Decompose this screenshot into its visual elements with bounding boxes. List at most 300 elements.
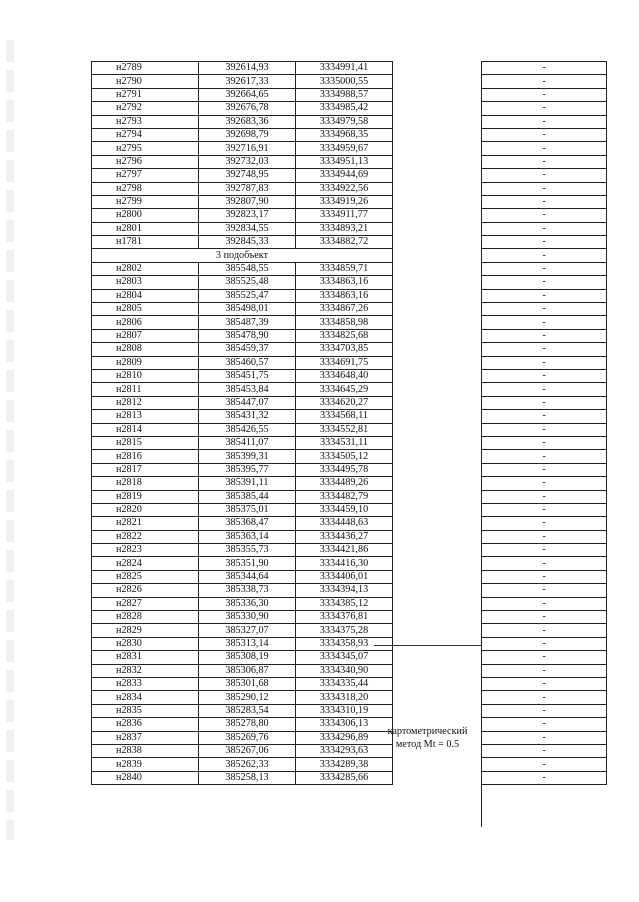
point-id-cell: н2839 bbox=[92, 758, 199, 771]
table-row bbox=[92, 383, 393, 396]
table-row bbox=[92, 369, 393, 382]
accuracy-dash-cell: - bbox=[482, 236, 607, 249]
accuracy-row bbox=[482, 691, 607, 704]
accuracy-dash-cell: - bbox=[482, 517, 607, 530]
point-id-cell: н1781 bbox=[92, 236, 199, 249]
accuracy-row bbox=[482, 664, 607, 677]
accuracy-dash-cell: - bbox=[482, 102, 607, 115]
point-id-cell: н2823 bbox=[92, 544, 199, 557]
point-id-cell: н2817 bbox=[92, 463, 199, 476]
table-row bbox=[92, 570, 393, 583]
table-row bbox=[92, 316, 393, 329]
accuracy-row bbox=[482, 209, 607, 222]
x-coordinate-cell: 385262,33 bbox=[199, 758, 296, 771]
method-column bbox=[374, 61, 482, 827]
y-coordinate-cell: 3335000,55 bbox=[296, 75, 393, 88]
point-id-cell: н2830 bbox=[92, 637, 199, 650]
accuracy-row bbox=[482, 115, 607, 128]
accuracy-table-body bbox=[482, 62, 607, 785]
x-coordinate-cell: 385395,77 bbox=[199, 463, 296, 476]
accuracy-row bbox=[482, 490, 607, 503]
table-row bbox=[92, 128, 393, 141]
x-coordinate-cell: 385283,54 bbox=[199, 704, 296, 717]
x-coordinate-cell: 385269,76 bbox=[199, 731, 296, 744]
y-coordinate-cell: 3334919,26 bbox=[296, 195, 393, 208]
table-row bbox=[92, 102, 393, 115]
point-id-cell: н2795 bbox=[92, 142, 199, 155]
accuracy-row bbox=[482, 383, 607, 396]
x-coordinate-cell: 385385,44 bbox=[199, 490, 296, 503]
y-coordinate-cell: 3334289,38 bbox=[296, 758, 393, 771]
point-id-cell: н2798 bbox=[92, 182, 199, 195]
accuracy-dash-cell: - bbox=[482, 450, 607, 463]
y-coordinate-cell: 3334922,56 bbox=[296, 182, 393, 195]
table-row bbox=[92, 611, 393, 624]
accuracy-row bbox=[482, 289, 607, 302]
coordinates-document bbox=[91, 61, 607, 829]
table-row bbox=[92, 517, 393, 530]
table-row bbox=[92, 410, 393, 423]
point-id-cell: н2810 bbox=[92, 369, 199, 382]
point-id-cell: н2805 bbox=[92, 303, 199, 316]
point-id-cell: н2802 bbox=[92, 262, 199, 275]
x-coordinate-cell: 392787,83 bbox=[199, 182, 296, 195]
accuracy-row bbox=[482, 611, 607, 624]
accuracy-dash-cell: - bbox=[482, 544, 607, 557]
table-row bbox=[92, 155, 393, 168]
accuracy-dash-cell: - bbox=[482, 356, 607, 369]
y-coordinate-cell: 3334911,77 bbox=[296, 209, 393, 222]
accuracy-dash-cell: - bbox=[482, 771, 607, 784]
table-row bbox=[92, 490, 393, 503]
x-coordinate-cell: 385327,07 bbox=[199, 624, 296, 637]
x-coordinate-cell: 385338,73 bbox=[199, 584, 296, 597]
point-id-cell: н2822 bbox=[92, 530, 199, 543]
accuracy-row bbox=[482, 423, 607, 436]
x-coordinate-cell: 385375,01 bbox=[199, 503, 296, 516]
y-coordinate-cell: 3334944,69 bbox=[296, 169, 393, 182]
accuracy-row bbox=[482, 343, 607, 356]
table-row bbox=[92, 303, 393, 316]
table-row bbox=[92, 169, 393, 182]
x-coordinate-cell: 392664,65 bbox=[199, 88, 296, 101]
x-coordinate-cell: 392614,93 bbox=[199, 62, 296, 75]
accuracy-row bbox=[482, 463, 607, 476]
accuracy-row bbox=[482, 557, 607, 570]
y-coordinate-cell: 3334505,12 bbox=[296, 450, 393, 463]
table-row bbox=[92, 182, 393, 195]
accuracy-row bbox=[482, 771, 607, 784]
table-row bbox=[92, 637, 393, 650]
point-id-cell: н2815 bbox=[92, 436, 199, 449]
table-row bbox=[92, 142, 393, 155]
x-coordinate-cell: 385330,90 bbox=[199, 611, 296, 624]
accuracy-dash-cell: - bbox=[482, 731, 607, 744]
accuracy-dash-cell: - bbox=[482, 383, 607, 396]
y-coordinate-cell: 3334703,85 bbox=[296, 343, 393, 356]
y-coordinate-cell: 3334406,01 bbox=[296, 570, 393, 583]
x-coordinate-cell: 385290,12 bbox=[199, 691, 296, 704]
x-coordinate-cell: 385278,80 bbox=[199, 718, 296, 731]
accuracy-row bbox=[482, 396, 607, 409]
point-id-cell: н2800 bbox=[92, 209, 199, 222]
accuracy-row bbox=[482, 155, 607, 168]
accuracy-dash-cell: - bbox=[482, 343, 607, 356]
accuracy-dash-cell: - bbox=[482, 557, 607, 570]
point-id-cell: н2825 bbox=[92, 570, 199, 583]
accuracy-row bbox=[482, 356, 607, 369]
y-coordinate-cell: 3334489,26 bbox=[296, 477, 393, 490]
point-id-cell: н2816 bbox=[92, 450, 199, 463]
accuracy-dash-cell: - bbox=[482, 289, 607, 302]
x-coordinate-cell: 385453,84 bbox=[199, 383, 296, 396]
y-coordinate-cell: 3334825,68 bbox=[296, 329, 393, 342]
point-id-cell: н2840 bbox=[92, 771, 199, 784]
accuracy-dash-cell: - bbox=[482, 570, 607, 583]
accuracy-row bbox=[482, 597, 607, 610]
table-row bbox=[92, 771, 393, 784]
table-row bbox=[92, 450, 393, 463]
point-id-cell: н2820 bbox=[92, 503, 199, 516]
point-id-cell: н2812 bbox=[92, 396, 199, 409]
y-coordinate-cell: 3334979,58 bbox=[296, 115, 393, 128]
accuracy-row bbox=[482, 88, 607, 101]
y-coordinate-cell: 3334296,89 bbox=[296, 731, 393, 744]
y-coordinate-cell: 3334959,67 bbox=[296, 142, 393, 155]
table-row bbox=[92, 597, 393, 610]
table-row bbox=[92, 115, 393, 128]
accuracy-row bbox=[482, 651, 607, 664]
table-row bbox=[92, 423, 393, 436]
accuracy-dash-cell: - bbox=[482, 490, 607, 503]
accuracy-row bbox=[482, 624, 607, 637]
accuracy-row bbox=[482, 276, 607, 289]
point-id-cell: н2790 bbox=[92, 75, 199, 88]
accuracy-dash-cell: - bbox=[482, 329, 607, 342]
table-row bbox=[92, 544, 393, 557]
accuracy-dash-cell: - bbox=[482, 62, 607, 75]
accuracy-row bbox=[482, 75, 607, 88]
accuracy-dash-cell: - bbox=[482, 303, 607, 316]
y-coordinate-cell: 3334648,40 bbox=[296, 369, 393, 382]
accuracy-dash-cell: - bbox=[482, 249, 607, 262]
point-id-cell: н2828 bbox=[92, 611, 199, 624]
table-row bbox=[92, 530, 393, 543]
x-coordinate-cell: 385344,64 bbox=[199, 570, 296, 583]
point-id-cell: н2834 bbox=[92, 691, 199, 704]
y-coordinate-cell: 3334867,26 bbox=[296, 303, 393, 316]
table-row bbox=[92, 664, 393, 677]
y-coordinate-cell: 3334293,63 bbox=[296, 744, 393, 757]
accuracy-dash-cell: - bbox=[482, 718, 607, 731]
accuracy-row bbox=[482, 249, 607, 262]
y-coordinate-cell: 3334620,27 bbox=[296, 396, 393, 409]
accuracy-dash-cell: - bbox=[482, 704, 607, 717]
table-row bbox=[92, 718, 393, 731]
x-coordinate-cell: 385313,14 bbox=[199, 637, 296, 650]
table-row bbox=[92, 624, 393, 637]
accuracy-row bbox=[482, 677, 607, 690]
x-coordinate-cell: 392845,33 bbox=[199, 236, 296, 249]
y-coordinate-cell: 3334376,81 bbox=[296, 611, 393, 624]
method-divider-line bbox=[374, 645, 481, 646]
accuracy-row bbox=[482, 195, 607, 208]
accuracy-dash-cell: - bbox=[482, 503, 607, 516]
point-id-cell: н2831 bbox=[92, 651, 199, 664]
table-row bbox=[92, 396, 393, 409]
accuracy-dash-cell: - bbox=[482, 88, 607, 101]
table-row bbox=[92, 75, 393, 88]
accuracy-dash-cell: - bbox=[482, 584, 607, 597]
x-coordinate-cell: 392698,79 bbox=[199, 128, 296, 141]
accuracy-row bbox=[482, 637, 607, 650]
accuracy-row bbox=[482, 517, 607, 530]
point-id-cell: н2821 bbox=[92, 517, 199, 530]
accuracy-row bbox=[482, 316, 607, 329]
y-coordinate-cell: 3334375,28 bbox=[296, 624, 393, 637]
method-description bbox=[374, 725, 481, 751]
y-coordinate-cell: 3334859,71 bbox=[296, 262, 393, 275]
x-coordinate-cell: 392716,91 bbox=[199, 142, 296, 155]
accuracy-dash-cell: - bbox=[482, 463, 607, 476]
table-row bbox=[92, 262, 393, 275]
x-coordinate-cell: 385525,48 bbox=[199, 276, 296, 289]
y-coordinate-cell: 3334568,11 bbox=[296, 410, 393, 423]
accuracy-dash-cell: - bbox=[482, 369, 607, 382]
x-coordinate-cell: 385399,31 bbox=[199, 450, 296, 463]
accuracy-dash-cell: - bbox=[482, 436, 607, 449]
point-id-cell: н2794 bbox=[92, 128, 199, 141]
x-coordinate-cell: 385363,14 bbox=[199, 530, 296, 543]
accuracy-row bbox=[482, 169, 607, 182]
y-coordinate-cell: 3334552,81 bbox=[296, 423, 393, 436]
y-coordinate-cell: 3334436,27 bbox=[296, 530, 393, 543]
accuracy-row bbox=[482, 704, 607, 717]
x-coordinate-cell: 392617,33 bbox=[199, 75, 296, 88]
table-row bbox=[92, 195, 393, 208]
y-coordinate-cell: 3334285,66 bbox=[296, 771, 393, 784]
accuracy-dash-cell: - bbox=[482, 624, 607, 637]
x-coordinate-cell: 385487,39 bbox=[199, 316, 296, 329]
accuracy-dash-cell: - bbox=[482, 691, 607, 704]
x-coordinate-cell: 385258,13 bbox=[199, 771, 296, 784]
table-row bbox=[92, 463, 393, 476]
x-coordinate-cell: 385426,55 bbox=[199, 423, 296, 436]
table-row bbox=[92, 209, 393, 222]
margin-stamp-strip bbox=[6, 40, 14, 840]
point-id-cell: н2804 bbox=[92, 289, 199, 302]
point-id-cell: н2807 bbox=[92, 329, 199, 342]
point-id-cell: н2789 bbox=[92, 62, 199, 75]
accuracy-dash-cell: - bbox=[482, 222, 607, 235]
accuracy-dash-cell: - bbox=[482, 209, 607, 222]
y-coordinate-cell: 3334691,75 bbox=[296, 356, 393, 369]
point-id-cell: н2809 bbox=[92, 356, 199, 369]
accuracy-row bbox=[482, 744, 607, 757]
accuracy-dash-cell: - bbox=[482, 423, 607, 436]
point-id-cell: н2827 bbox=[92, 597, 199, 610]
point-id-cell: н2829 bbox=[92, 624, 199, 637]
table-row bbox=[92, 343, 393, 356]
table-row bbox=[92, 758, 393, 771]
accuracy-dash-cell: - bbox=[482, 142, 607, 155]
y-coordinate-cell: 3334318,20 bbox=[296, 691, 393, 704]
point-id-cell: н2811 bbox=[92, 383, 199, 396]
x-coordinate-cell: 392683,36 bbox=[199, 115, 296, 128]
accuracy-row bbox=[482, 236, 607, 249]
x-coordinate-cell: 385451,75 bbox=[199, 369, 296, 382]
accuracy-dash-cell: - bbox=[482, 169, 607, 182]
y-coordinate-cell: 3334306,13 bbox=[296, 718, 393, 731]
point-id-cell: н2808 bbox=[92, 343, 199, 356]
x-coordinate-cell: 392676,78 bbox=[199, 102, 296, 115]
accuracy-table bbox=[481, 61, 607, 785]
table-row bbox=[92, 691, 393, 704]
accuracy-row bbox=[482, 102, 607, 115]
y-coordinate-cell: 3334863,16 bbox=[296, 289, 393, 302]
point-id-cell: н2806 bbox=[92, 316, 199, 329]
table-row bbox=[92, 289, 393, 302]
accuracy-row bbox=[482, 222, 607, 235]
table-row bbox=[92, 744, 393, 757]
table-row bbox=[92, 477, 393, 490]
accuracy-dash-cell: - bbox=[482, 744, 607, 757]
y-coordinate-cell: 3334459,10 bbox=[296, 503, 393, 516]
accuracy-dash-cell: - bbox=[482, 637, 607, 650]
coordinates-table bbox=[91, 61, 393, 785]
accuracy-dash-cell: - bbox=[482, 316, 607, 329]
table-row bbox=[92, 62, 393, 75]
x-coordinate-cell: 385391,11 bbox=[199, 477, 296, 490]
y-coordinate-cell: 3334863,16 bbox=[296, 276, 393, 289]
table-row bbox=[92, 236, 393, 249]
accuracy-row bbox=[482, 128, 607, 141]
coordinates-table-body bbox=[92, 62, 393, 785]
accuracy-dash-cell: - bbox=[482, 276, 607, 289]
x-coordinate-cell: 385431,32 bbox=[199, 410, 296, 423]
x-coordinate-cell: 385460,57 bbox=[199, 356, 296, 369]
accuracy-row bbox=[482, 369, 607, 382]
x-coordinate-cell: 392823,17 bbox=[199, 209, 296, 222]
x-coordinate-cell: 392807,90 bbox=[199, 195, 296, 208]
y-coordinate-cell: 3334394,13 bbox=[296, 584, 393, 597]
y-coordinate-cell: 3334645,29 bbox=[296, 383, 393, 396]
x-coordinate-cell: 385355,73 bbox=[199, 544, 296, 557]
table-row bbox=[92, 731, 393, 744]
x-coordinate-cell: 385411,07 bbox=[199, 436, 296, 449]
accuracy-row bbox=[482, 477, 607, 490]
table-row bbox=[92, 557, 393, 570]
method-line-1: картометрический bbox=[387, 726, 468, 737]
accuracy-dash-cell: - bbox=[482, 664, 607, 677]
x-coordinate-cell: 385351,90 bbox=[199, 557, 296, 570]
y-coordinate-cell: 3334882,72 bbox=[296, 236, 393, 249]
accuracy-row bbox=[482, 570, 607, 583]
point-id-cell: н2791 bbox=[92, 88, 199, 101]
accuracy-row bbox=[482, 303, 607, 316]
x-coordinate-cell: 385525,47 bbox=[199, 289, 296, 302]
x-coordinate-cell: 385336,30 bbox=[199, 597, 296, 610]
point-id-cell: н2838 bbox=[92, 744, 199, 757]
y-coordinate-cell: 3334951,13 bbox=[296, 155, 393, 168]
point-id-cell: н2826 bbox=[92, 584, 199, 597]
x-coordinate-cell: 385447,07 bbox=[199, 396, 296, 409]
accuracy-row bbox=[482, 544, 607, 557]
accuracy-row bbox=[482, 142, 607, 155]
subobject-header-row bbox=[92, 249, 393, 262]
point-id-cell: н2814 bbox=[92, 423, 199, 436]
point-id-cell: н2793 bbox=[92, 115, 199, 128]
point-id-cell: н2813 bbox=[92, 410, 199, 423]
accuracy-dash-cell: - bbox=[482, 410, 607, 423]
table-row bbox=[92, 276, 393, 289]
point-id-cell: н2792 bbox=[92, 102, 199, 115]
y-coordinate-cell: 3334988,57 bbox=[296, 88, 393, 101]
accuracy-row bbox=[482, 450, 607, 463]
x-coordinate-cell: 392834,55 bbox=[199, 222, 296, 235]
accuracy-dash-cell: - bbox=[482, 396, 607, 409]
table-row bbox=[92, 356, 393, 369]
x-coordinate-cell: 385267,06 bbox=[199, 744, 296, 757]
y-coordinate-cell: 3334385,12 bbox=[296, 597, 393, 610]
point-id-cell: н2803 bbox=[92, 276, 199, 289]
x-coordinate-cell: 392732,03 bbox=[199, 155, 296, 168]
y-coordinate-cell: 3334893,21 bbox=[296, 222, 393, 235]
point-id-cell: н2819 bbox=[92, 490, 199, 503]
accuracy-dash-cell: - bbox=[482, 677, 607, 690]
y-coordinate-cell: 3334448,63 bbox=[296, 517, 393, 530]
table-row bbox=[92, 677, 393, 690]
accuracy-row bbox=[482, 182, 607, 195]
method-line-2: метод Mt = 0.5 bbox=[395, 739, 460, 750]
y-coordinate-cell: 3334421,86 bbox=[296, 544, 393, 557]
accuracy-dash-cell: - bbox=[482, 262, 607, 275]
subobject-header: 3 подобъект bbox=[92, 249, 393, 262]
accuracy-dash-cell: - bbox=[482, 128, 607, 141]
accuracy-row bbox=[482, 410, 607, 423]
accuracy-dash-cell: - bbox=[482, 611, 607, 624]
accuracy-row bbox=[482, 262, 607, 275]
point-id-cell: н2824 bbox=[92, 557, 199, 570]
y-coordinate-cell: 3334416,30 bbox=[296, 557, 393, 570]
point-id-cell: н2835 bbox=[92, 704, 199, 717]
point-id-cell: н2801 bbox=[92, 222, 199, 235]
table-row bbox=[92, 329, 393, 342]
point-id-cell: н2832 bbox=[92, 664, 199, 677]
point-id-cell: н2796 bbox=[92, 155, 199, 168]
x-coordinate-cell: 385459,37 bbox=[199, 343, 296, 356]
table-row bbox=[92, 88, 393, 101]
table-row bbox=[92, 503, 393, 516]
x-coordinate-cell: 385498,01 bbox=[199, 303, 296, 316]
accuracy-dash-cell: - bbox=[482, 758, 607, 771]
accuracy-row bbox=[482, 503, 607, 516]
accuracy-row bbox=[482, 62, 607, 75]
accuracy-dash-cell: - bbox=[482, 477, 607, 490]
accuracy-row bbox=[482, 718, 607, 731]
y-coordinate-cell: 3334310,19 bbox=[296, 704, 393, 717]
accuracy-dash-cell: - bbox=[482, 651, 607, 664]
x-coordinate-cell: 385301,68 bbox=[199, 677, 296, 690]
y-coordinate-cell: 3334858,98 bbox=[296, 316, 393, 329]
y-coordinate-cell: 3334482,79 bbox=[296, 490, 393, 503]
point-id-cell: н2797 bbox=[92, 169, 199, 182]
y-coordinate-cell: 3334345,07 bbox=[296, 651, 393, 664]
x-coordinate-cell: 385306,87 bbox=[199, 664, 296, 677]
x-coordinate-cell: 385368,47 bbox=[199, 517, 296, 530]
accuracy-dash-cell: - bbox=[482, 182, 607, 195]
y-coordinate-cell: 3334340,90 bbox=[296, 664, 393, 677]
